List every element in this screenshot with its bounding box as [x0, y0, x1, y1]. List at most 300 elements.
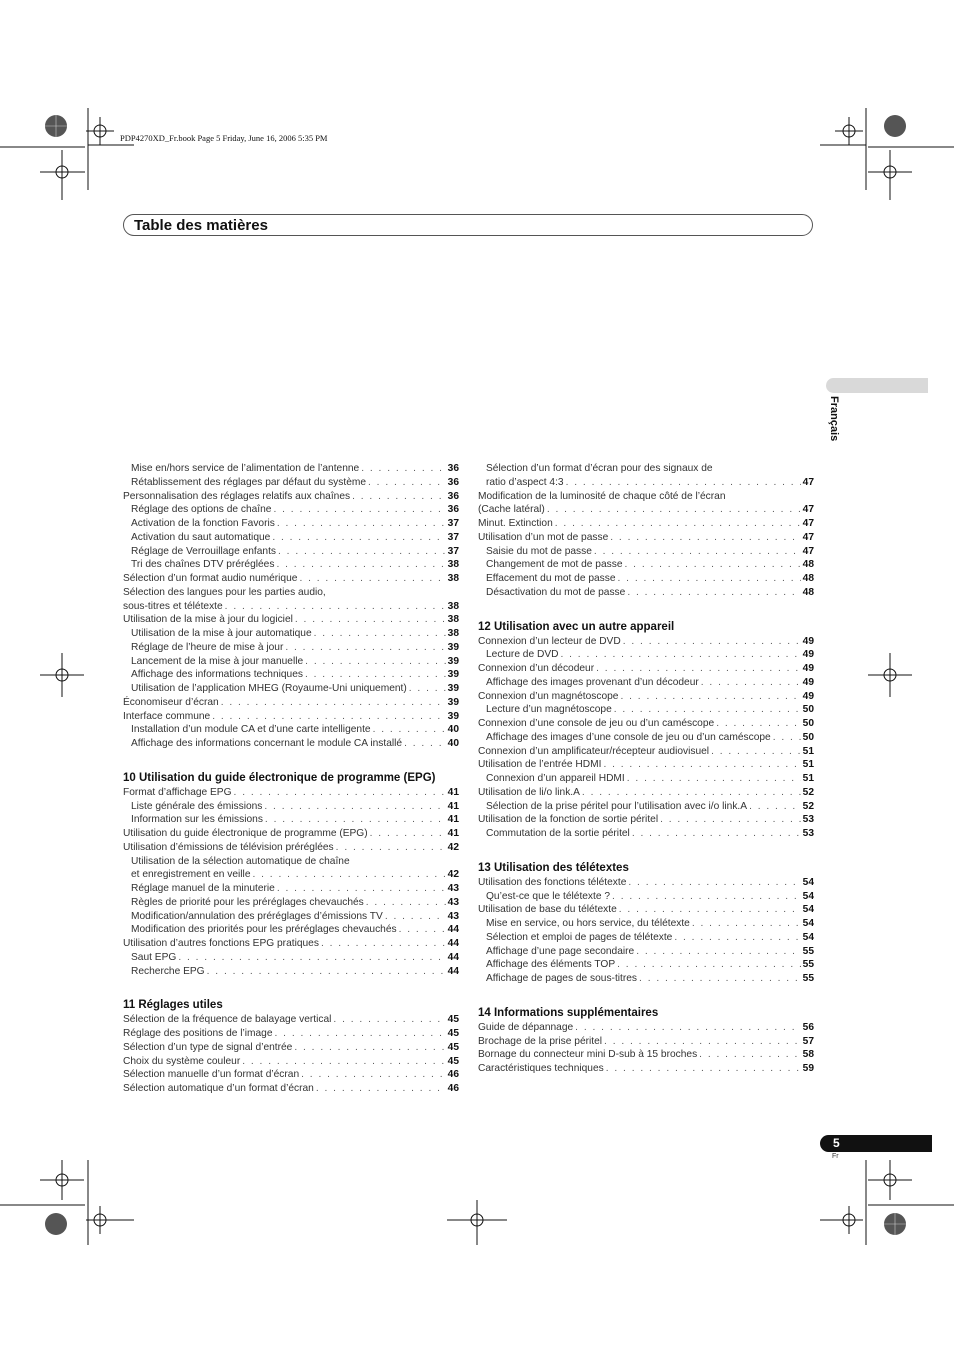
toc-group: [478, 1021, 814, 1076]
toc-entry: [123, 613, 459, 627]
toc-entry: [478, 827, 814, 841]
toc-entry-label: ratio d’aspect 4:3: [486, 476, 564, 488]
toc-leader-dots: [623, 635, 801, 649]
toc-entry-page: 38: [447, 573, 459, 584]
toc-entry-page: 38: [447, 600, 459, 612]
toc-leader-dots: [368, 476, 446, 490]
toc-entry-page: 55: [802, 945, 814, 957]
toc-entry-page: 44: [447, 924, 459, 936]
toc-entry-page: 45: [447, 1041, 459, 1053]
toc-entry-label: Affichage des images d’une console de jeu ou d’un caméscope: [486, 731, 771, 743]
toc-entry: [123, 841, 459, 855]
toc-entry-page: 36: [447, 476, 459, 488]
section-13-heading: 13 Utilisation des télétextes: [478, 861, 629, 874]
language-tab: [826, 378, 928, 393]
toc-leader-dots: [385, 910, 446, 924]
toc-leader-dots: [275, 1027, 446, 1041]
toc-entry: [478, 476, 814, 490]
toc-entry: [123, 737, 459, 751]
toc-leader-dots: [594, 545, 801, 559]
toc-entry-page: 37: [447, 545, 459, 557]
page-language: Fr: [832, 1153, 839, 1160]
toc-entry-label: Affichage des informations techniques: [131, 669, 303, 681]
toc-leader-dots: [620, 690, 800, 704]
toc-entry-label: Réglage des options de chaîne: [131, 504, 272, 516]
toc-entry-page: 40: [447, 724, 459, 736]
toc-entry-label: Utilisation de li/o link.A: [478, 786, 580, 798]
toc-entry: [478, 676, 814, 690]
toc-entry-page: 45: [447, 1055, 459, 1067]
toc-group: [123, 868, 459, 978]
toc-leader-dots: [333, 1013, 445, 1027]
section-12-heading: 12 Utilisation avec un autre appareil: [478, 620, 675, 633]
toc-leader-dots: [566, 476, 801, 490]
toc-entry: [123, 1041, 459, 1055]
toc-leader-dots: [316, 1082, 446, 1096]
toc-entry-label: sous-titres et télétexte: [123, 600, 223, 612]
toc-entry-label: Utilisation d’émissions de télévision préréglées: [123, 841, 334, 853]
toc-entry-label: Lancement de la mise à jour manuelle: [131, 655, 304, 667]
toc-entry: [123, 923, 459, 937]
toc-entry: [123, 600, 459, 614]
toc-entry-label: Modification/annulation des préréglages d’émissions TV: [131, 910, 383, 922]
toc-entry: [478, 1035, 814, 1049]
toc-entry-label: Saisie du mot de passe: [486, 545, 592, 557]
toc-leader-dots: [711, 745, 801, 759]
toc-entry: [123, 655, 459, 669]
toc-entry-label: Affichage de pages de sous-titres: [486, 973, 638, 984]
toc-entry-label: Rétablissement des réglages par défaut du système: [131, 476, 367, 488]
toc-entry-page: 40: [447, 738, 459, 749]
toc-entry-page: 54: [802, 890, 814, 902]
toc-entry-page: 53: [802, 828, 814, 839]
toc-entry: [478, 648, 814, 662]
toc-entry-label: Utilisation de la mise à jour automatique: [131, 628, 312, 639]
toc-leader-dots: [604, 1035, 801, 1049]
toc-entry-page: 46: [447, 1083, 459, 1094]
toc-entry-page: 47: [802, 545, 814, 557]
toc-entry-label: Mise en/hors service de l’alimentation de l’antenne: [131, 463, 360, 474]
toc-entry-page: 54: [802, 904, 814, 916]
toc-entry: [478, 531, 814, 545]
toc-leader-dots: [555, 517, 801, 531]
toc-leader-dots: [749, 800, 801, 814]
toc-entry-label: Choix du système couleur: [123, 1055, 241, 1067]
toc-entry: [478, 745, 814, 759]
toc-entry-page: 37: [447, 531, 459, 543]
page-title: Table des matières: [134, 217, 268, 234]
section-11-heading: 11 Réglages utiles: [123, 999, 223, 1012]
toc-entry-page: 36: [447, 504, 459, 516]
toc-entry: [478, 635, 814, 649]
toc-entry-label: Minut. Extinction: [478, 518, 553, 529]
toc-leader-dots: [606, 1062, 801, 1076]
toc-entry-page: 51: [802, 745, 814, 757]
toc-leader-dots: [305, 668, 446, 682]
toc-group: [478, 635, 814, 841]
toc-entry-label: Désactivation du mot de passe: [486, 586, 626, 598]
toc-leader-dots: [370, 827, 446, 841]
toc-entry: [478, 758, 814, 772]
toc-leader-dots: [265, 813, 446, 827]
toc-entry: [478, 558, 814, 572]
toc-entry: [123, 490, 459, 504]
toc-entry: [123, 800, 459, 814]
toc-leader-dots: [272, 531, 445, 545]
file-header-note: PDP4270XD_Fr.book Page 5 Friday, June 16, 2006 5:35 PM: [120, 133, 328, 143]
toc-entry-page: 55: [802, 959, 814, 971]
toc-entry-page: 38: [447, 614, 459, 626]
toc-entry-label: Installation d’un module CA et d’une carte intelligente: [131, 724, 371, 736]
toc-leader-dots: [404, 737, 446, 751]
toc-entry: [478, 703, 814, 717]
toc-entry-label: Connexion d’un magnétoscope: [478, 690, 619, 702]
toc-entry-label: (Cache latéral): [478, 504, 545, 516]
toc-leader-dots: [596, 662, 801, 676]
toc-entry-page: 39: [447, 641, 459, 653]
toc-leader-dots: [212, 710, 445, 724]
toc-entry: [478, 813, 814, 827]
toc-entry: [123, 710, 459, 724]
toc-entry-page: 47: [802, 476, 814, 488]
toc-entry-page: 43: [447, 910, 459, 922]
toc-entry-label: Personnalisation des réglages relatifs aux chaînes: [123, 490, 351, 502]
toc-entry: [123, 1027, 459, 1041]
toc-leader-dots: [560, 648, 800, 662]
toc-entry: [478, 545, 814, 559]
toc-entry-label: Activation du saut automatique: [131, 531, 271, 543]
toc-entry-page: 43: [447, 896, 459, 908]
toc-entry: [123, 965, 459, 979]
toc-entry: [123, 572, 459, 586]
toc-leader-dots: [399, 923, 446, 937]
toc-leader-dots: [610, 531, 800, 545]
page-number-tab: [820, 1135, 932, 1152]
toc-entry: [123, 476, 459, 490]
toc-entry-page: 49: [802, 676, 814, 688]
toc-entry-page: 46: [447, 1069, 459, 1081]
toc-entry: [123, 868, 459, 882]
toc-entry-label: Utilisation du guide électronique de programme (EPG): [123, 828, 368, 839]
toc-leader-dots: [234, 786, 446, 800]
toc-wrap-line: Utilisation de la sélection automatique de chaîne: [131, 855, 350, 867]
toc-entry-page: 49: [802, 690, 814, 702]
page-number: 5: [833, 1136, 840, 1150]
toc-leader-dots: [278, 545, 446, 559]
toc-entry-page: 45: [447, 1014, 459, 1026]
toc-entry-page: 51: [802, 759, 814, 771]
toc-leader-dots: [639, 972, 801, 986]
toc-leader-dots: [373, 723, 446, 737]
toc-entry-page: 38: [447, 628, 459, 639]
toc-entry-page: 49: [802, 663, 814, 674]
toc-leader-dots: [627, 586, 800, 600]
toc-entry: [123, 937, 459, 951]
toc-entry-label: Connexion d’un lecteur de DVD: [478, 635, 621, 647]
toc-entry: [123, 682, 459, 696]
toc-group: [123, 786, 459, 855]
toc-entry-label: Recherche EPG: [131, 965, 205, 977]
toc-entry: [478, 1062, 814, 1076]
toc-leader-dots: [612, 890, 801, 904]
toc-leader-dots: [361, 462, 445, 476]
toc-entry-label: Information sur les émissions: [131, 814, 263, 826]
toc-entry-page: 41: [447, 786, 459, 798]
toc-leader-dots: [305, 655, 446, 669]
toc-entry-page: 54: [802, 931, 814, 943]
toc-entry-label: Utilisation de la fonction de sortie péritel: [478, 814, 659, 826]
toc-leader-dots: [277, 882, 446, 896]
toc-leader-dots: [699, 1048, 800, 1062]
toc-entry: [123, 882, 459, 896]
toc-entry-page: 47: [802, 531, 814, 543]
toc-entry-page: 37: [447, 518, 459, 529]
toc-entry-label: Règles de priorité pour les préréglages chevauchés: [131, 896, 364, 908]
toc-entry-label: Utilisation des fonctions télétexte: [478, 876, 627, 888]
toc-leader-dots: [207, 965, 446, 979]
toc-entry-page: 39: [447, 655, 459, 667]
toc-column-2: [478, 462, 814, 1076]
toc-entry-label: Sélection d’un format audio numérique: [123, 573, 298, 584]
toc-entry-page: 44: [447, 951, 459, 963]
toc-entry: [123, 723, 459, 737]
toc-entry: [478, 1021, 814, 1035]
toc-leader-dots: [276, 558, 445, 572]
toc-leader-dots: [674, 931, 800, 945]
toc-entry-label: Connexion d’un amplificateur/récepteur audiovisuel: [478, 745, 710, 757]
toc-leader-dots: [547, 503, 801, 517]
toc-entry: [478, 662, 814, 676]
toc-entry-page: 53: [802, 814, 814, 826]
toc-entry-page: 52: [802, 786, 814, 798]
toc-entry-label: Liste générale des émissions: [131, 800, 263, 812]
toc-leader-dots: [625, 558, 801, 572]
toc-entry-page: 45: [447, 1028, 459, 1039]
toc-leader-dots: [366, 896, 446, 910]
toc-group: [478, 503, 814, 599]
toc-entry: [123, 910, 459, 924]
toc-entry: [123, 1055, 459, 1069]
toc-entry: [478, 917, 814, 931]
toc-leader-dots: [628, 876, 800, 890]
toc-leader-dots: [716, 717, 800, 731]
toc-entry: [478, 772, 814, 786]
toc-leader-dots: [301, 1068, 446, 1082]
section-14-heading: 14 Informations supplémentaires: [478, 1006, 659, 1019]
toc-entry: [123, 462, 459, 476]
toc-entry-page: 49: [802, 649, 814, 661]
toc-entry-page: 44: [447, 965, 459, 977]
toc-leader-dots: [277, 517, 446, 531]
toc-leader-dots: [295, 613, 446, 627]
toc-leader-dots: [627, 772, 801, 786]
toc-entry-label: Effacement du mot de passe: [486, 573, 616, 584]
toc-group: [123, 462, 459, 586]
toc-entry: [478, 958, 814, 972]
toc-entry-page: 43: [447, 883, 459, 894]
toc-entry-label: Connexion d’un décodeur: [478, 663, 595, 674]
toc-entry-label: Utilisation de l’application MHEG (Royaume-Uni uniquement): [131, 683, 407, 694]
toc-leader-dots: [221, 696, 446, 710]
toc-entry-label: Commutation de la sortie péritel: [486, 828, 630, 839]
toc-entry-page: 41: [447, 814, 459, 826]
toc-leader-dots: [575, 1021, 800, 1035]
toc-entry-label: Sélection d’un type de signal d’entrée: [123, 1041, 293, 1053]
toc-group: [123, 600, 459, 751]
toc-entry-page: 57: [802, 1035, 814, 1047]
toc-entry: [123, 813, 459, 827]
toc-entry-label: Réglage manuel de la minuterie: [131, 883, 275, 894]
toc-entry: [123, 641, 459, 655]
toc-entry-page: 50: [802, 718, 814, 729]
toc-entry: [478, 1048, 814, 1062]
toc-entry: [478, 876, 814, 890]
toc-column-1: [123, 462, 459, 1096]
toc-leader-dots: [273, 503, 445, 517]
toc-entry-label: Tri des chaînes DTV préréglées: [131, 559, 275, 571]
toc-leader-dots: [636, 945, 800, 959]
toc-entry: [478, 890, 814, 904]
toc-leader-dots: [225, 600, 446, 614]
toc-entry-page: 36: [447, 463, 459, 474]
toc-entry-page: 39: [447, 696, 459, 708]
toc-entry-label: et enregistrement en veille: [131, 869, 251, 881]
toc-wrap-line: Sélection d’un format d’écran pour des signaux de: [486, 463, 713, 474]
toc-entry-label: Connexion d’un appareil HDMI: [486, 773, 625, 784]
toc-leader-dots: [701, 676, 801, 690]
toc-entry-label: Sélection manuelle d’un format d’écran: [123, 1069, 300, 1081]
toc-entry-label: Sélection automatique d’un format d’écran: [123, 1083, 314, 1094]
toc-leader-dots: [336, 841, 446, 855]
toc-entry: [123, 558, 459, 572]
toc-entry-label: Changement de mot de passe: [486, 559, 623, 571]
toc-entry: [123, 531, 459, 545]
toc-entry-label: Qu’est-ce que le télétexte ?: [486, 890, 611, 902]
toc-entry-page: 47: [802, 504, 814, 516]
toc-entry: [478, 572, 814, 586]
toc-leader-dots: [352, 490, 446, 504]
toc-entry-label: Brochage de la prise péritel: [478, 1035, 603, 1047]
section-10-heading: 10 Utilisation du guide électronique de programme (EPG): [123, 771, 436, 784]
toc-entry-label: Affichage des images provenant d’un décodeur: [486, 676, 699, 688]
toc-entry-page: 58: [802, 1049, 814, 1061]
toc-entry: [123, 951, 459, 965]
toc-wrap-line: Sélection des langues pour les parties audio,: [123, 586, 326, 598]
toc-entry-label: Sélection de la prise péritel pour l’utilisation avec i/o link.A: [486, 800, 748, 812]
toc-leader-dots: [603, 758, 800, 772]
toc-entry-label: Utilisation d’autres fonctions EPG pratiques: [123, 938, 319, 949]
toc-entry-label: Économiseur d’écran: [123, 696, 219, 708]
toc-entry-label: Interface commune: [123, 710, 211, 722]
toc-entry-label: Utilisation de base du télétexte: [478, 904, 617, 916]
toc-entry: [123, 1013, 459, 1027]
toc-leader-dots: [773, 731, 801, 745]
toc-entry-label: Modification des priorités pour les préréglages chevauchés: [131, 924, 397, 936]
toc-entry-label: Sélection de la fréquence de balayage vertical: [123, 1014, 332, 1026]
toc-entry-page: 39: [447, 683, 459, 694]
toc-leader-dots: [660, 813, 801, 827]
toc-entry-label: Réglage de Verrouillage enfants: [131, 545, 276, 557]
toc-entry: [478, 903, 814, 917]
toc-leader-dots: [252, 868, 445, 882]
toc-entry: [123, 696, 459, 710]
toc-leader-dots: [321, 937, 446, 951]
toc-entry: [123, 545, 459, 559]
toc-leader-dots: [242, 1055, 445, 1069]
toc-leader-dots: [632, 827, 801, 841]
toc-entry: [123, 786, 459, 800]
toc-entry-label: Affichage d’une page secondaire: [486, 945, 635, 957]
toc-entry: [478, 690, 814, 704]
toc-entry-page: 38: [447, 559, 459, 571]
toc-entry-page: 44: [447, 938, 459, 949]
toc-entry: [123, 627, 459, 641]
toc-entry-page: 50: [802, 704, 814, 716]
toc-entry-page: 54: [802, 918, 814, 929]
toc-group: [478, 876, 814, 986]
toc-entry: [123, 1082, 459, 1096]
toc-leader-dots: [264, 800, 445, 814]
toc-entry-label: Sélection et emploi de pages de télétexte: [486, 931, 673, 943]
toc-entry: [478, 931, 814, 945]
toc-leader-dots: [614, 703, 801, 717]
toc-entry: [123, 896, 459, 910]
toc-leader-dots: [618, 572, 801, 586]
toc-entry: [123, 827, 459, 841]
toc-leader-dots: [582, 786, 801, 800]
toc-entry-label: Activation de la fonction Favoris: [131, 518, 275, 529]
toc-entry: [478, 786, 814, 800]
toc-entry-page: 48: [802, 559, 814, 571]
toc-entry: [478, 945, 814, 959]
toc-leader-dots: [285, 641, 445, 655]
toc-entry-label: Lecture d’un magnétoscope: [486, 704, 612, 716]
toc-entry-label: Guide de dépannage: [478, 1021, 574, 1033]
toc-entry-label: Utilisation de la mise à jour du logiciel: [123, 614, 293, 626]
toc-leader-dots: [619, 903, 801, 917]
toc-entry-label: Caractéristiques techniques: [478, 1063, 604, 1074]
toc-entry: [123, 668, 459, 682]
toc-entry-page: 55: [802, 973, 814, 984]
toc-entry-label: Affichage des informations concernant le module CA installé: [131, 738, 403, 749]
language-label: Français: [828, 396, 840, 442]
toc-entry: [478, 731, 814, 745]
toc-entry: [478, 503, 814, 517]
toc-entry-page: 50: [802, 731, 814, 743]
toc-entry-page: 39: [447, 669, 459, 681]
toc-entry-label: Affichage des éléments TOP: [486, 959, 616, 971]
toc-entry: [478, 800, 814, 814]
toc-entry-page: 41: [447, 800, 459, 812]
toc-entry-label: Réglage de l’heure de mise à jour: [131, 641, 284, 653]
toc-entry-page: 56: [802, 1021, 814, 1033]
toc-entry-page: 39: [447, 710, 459, 722]
toc-leader-dots: [314, 627, 446, 641]
toc-leader-dots: [617, 958, 801, 972]
toc-entry: [478, 972, 814, 986]
toc-entry-label: Format d’affichage EPG: [123, 786, 232, 798]
toc-group: [478, 476, 814, 490]
toc-entry-label: Bornage du connecteur mini D-sub à 15 broches: [478, 1049, 698, 1061]
toc-entry: [123, 503, 459, 517]
toc-leader-dots: [409, 682, 446, 696]
toc-entry-label: Réglage des positions de l’image: [123, 1028, 273, 1039]
toc-entry: [123, 1068, 459, 1082]
toc-entry-page: 48: [802, 573, 814, 584]
toc-entry-label: Lecture de DVD: [486, 649, 559, 661]
toc-entry-page: 42: [447, 869, 459, 881]
toc-entry-label: Utilisation d’un mot de passe: [478, 531, 609, 543]
